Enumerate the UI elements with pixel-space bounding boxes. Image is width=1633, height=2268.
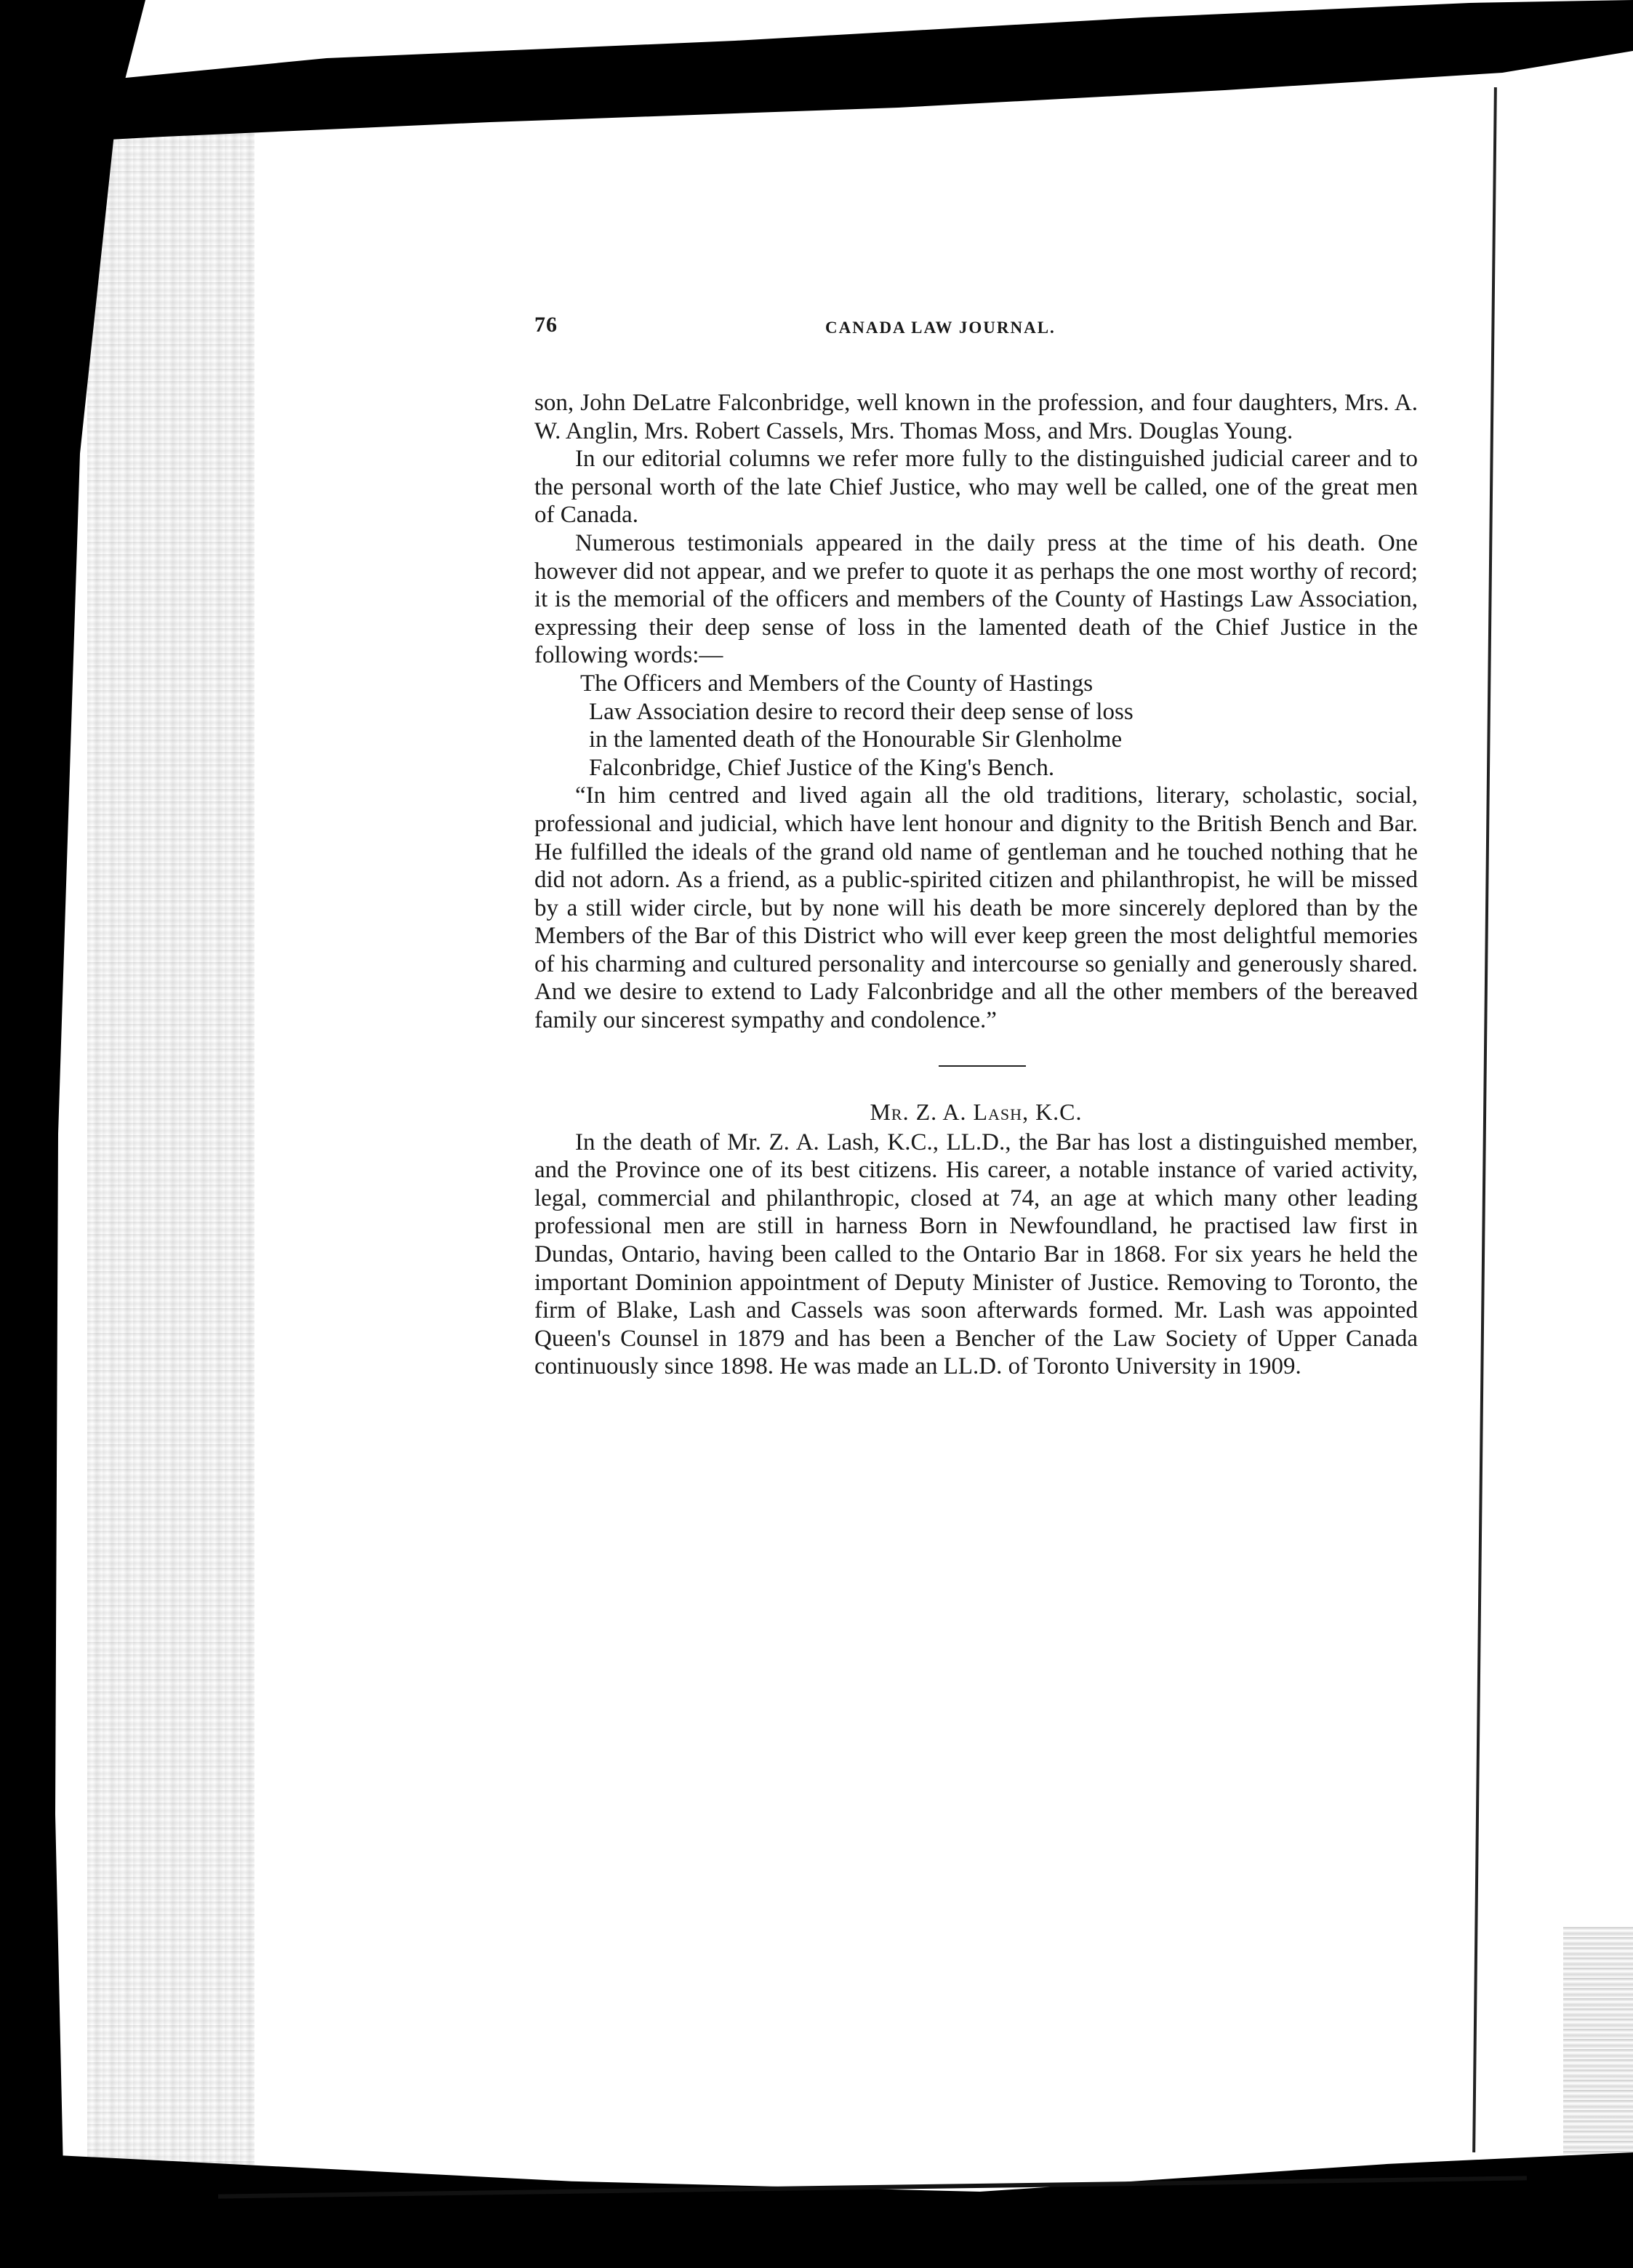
- resolution-line: in the lamented death of the Honourable Sir Glenholme: [589, 726, 1123, 753]
- resolution-line: Law Association desire to record their deep sense of loss: [589, 698, 1134, 725]
- running-head: [534, 313, 1418, 356]
- article-paragraph: Numerous testimonials appeared in the daily press at the time of his death. One however did not appear, and we prefer to quote it as perhaps the one most worthy of record; it is the memorial of the officers and members of the County of Hastings Law Association, expressing their deep sense of loss in the lamented death of the Chief Justice in the following words:—: [534, 529, 1418, 669]
- section-paragraph: In the death of Mr. Z. A. Lash, K.C., LL.D., the Bar has lost a distinguished member, and the Province one of its best citizens. His career, a notable instance of varied activity, legal, commercial and philanthropic, closed at 74, an age at which many other leading professional men are still in harness Born in Newfoundland, he practised law first in Dundas, Ontario, having been called to the Ontario Bar in 1868. For six years he held the important Dominion appointment of Deputy Minister of Justice. Removing to Toronto, the firm of Blake, Lash and Cassels was soon afterwards formed. Mr. Lash was appointed Queen's Counsel in 1879 and has been a Bencher of the Law Society of Upper Canada continuously since 1898. He was made an LL.D. of Toronto University in 1909.: [534, 1129, 1418, 1380]
- tribute-quote: “In him centred and lived again all the old traditions, literary, scholastic, social, professional and judicial, which have lent honour and dignity to the British Bench and Bar. He fulfilled the ideals of the grand old name of gentleman and he touched nothing that he did not adorn. As a friend, as a public-spirited citizen and philanthropist, he will be missed by a still wider circle, but by none will his death be more sincerely deplored than by the Members of the Bar of this District who will ever keep green the most delightful memories of his charming and cultured personality and intercourse so genially and generously shared. And we desire to extend to Lady Falconbridge and all the other members of the bereaved family our sincerest sympathy and condolence.”: [534, 782, 1418, 1034]
- page-content: [534, 313, 1418, 1381]
- scan-right-page-edge: [1472, 87, 1497, 2152]
- journal-title: CANADA LAW JOURNAL.: [825, 318, 1056, 337]
- article-paragraph: son, John DeLatre Falconbridge, well known in the profession, and four daughters, Mrs. A. W. Anglin, Mrs. Robert Cassels, Mrs. Thomas Moss, and Mrs. Douglas Young.: [534, 390, 1418, 444]
- scan-bottom-shadow: [0, 2152, 1633, 2268]
- heading-suffix: , K.C.: [1022, 1098, 1083, 1125]
- resolution-line: The Officers and Members of the County of Hastings: [580, 670, 1094, 697]
- section-heading: [534, 1099, 1418, 1126]
- heading-prefix: Mr. Z. A.: [870, 1098, 974, 1125]
- article-body: [534, 389, 1418, 1035]
- article-paragraph: In our editorial columns we refer more fully to the distinguished judicial career and to the personal worth of the late Chief Justice, who may well be called, one of the great men of Canada.: [534, 446, 1418, 529]
- scan-left-speckle: [87, 109, 254, 2218]
- section-divider: [939, 1065, 1026, 1067]
- page-number: 76: [534, 313, 558, 337]
- resolution-quote: [580, 670, 1418, 782]
- resolution-line: Falconbridge, Chief Justice of the King's Bench.: [589, 754, 1055, 781]
- heading-name: Lash: [973, 1098, 1023, 1125]
